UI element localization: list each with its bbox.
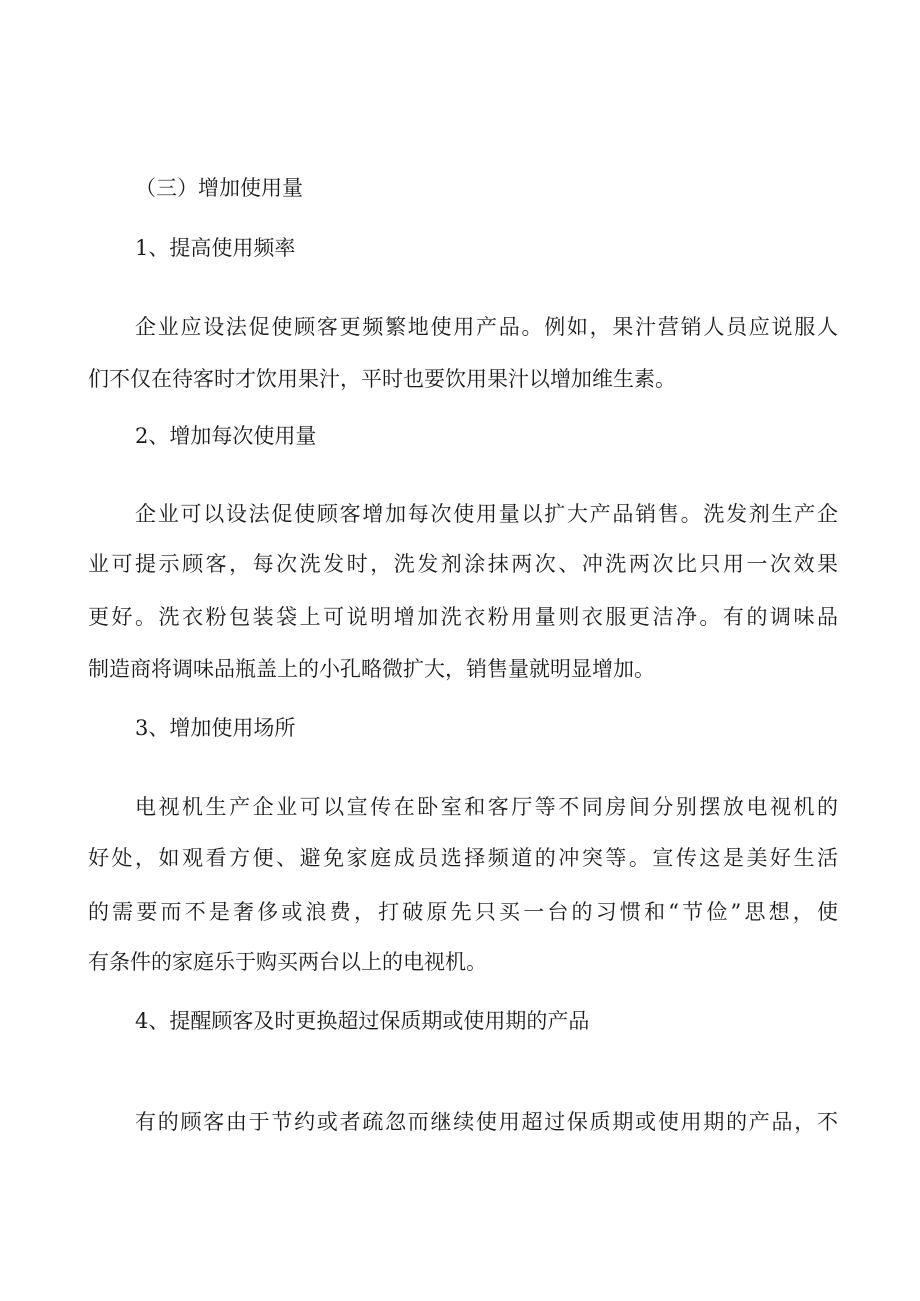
paragraph-per-use-line-1: 企业可以设法促使顾客增加每次使用量以扩大产品销售。洗发剂生产企 xyxy=(135,502,838,526)
paragraph-places-line-1: 电视机生产企业可以宣传在卧室和客厅等不同房间分别摆放电视机的 xyxy=(135,795,838,819)
paragraph-frequency-line-2: 们不仅在待客时才饮用果汁，平时也要饮用果汁以增加维生素。 xyxy=(88,367,676,391)
heading-increase-per-use: 2、增加每次使用量 xyxy=(135,424,317,448)
paragraph-frequency-line-1: 企业应设法促使顾客更频繁地使用产品。例如，果汁营销人员应说服人 xyxy=(135,315,838,339)
paragraph-places-line-2: 好处，如观看方便、避免家庭成员选择频道的冲突等。宣传这是美好生活 xyxy=(88,846,838,870)
heading-increase-places: 3、增加使用场所 xyxy=(135,716,296,740)
paragraph-per-use-line-2: 业可提示顾客，每次洗发时，洗发剂涂抹两次、冲洗两次比只用一次效果 xyxy=(88,552,838,576)
paragraph-places-line-4: 有条件的家庭乐于购买两台以上的电视机。 xyxy=(88,950,487,974)
paragraph-places-line-3: 的需要而不是奢侈或浪费，打破原先只买一台的习惯和“节俭”思想，使 xyxy=(88,900,838,924)
heading-increase-frequency: 1、提高使用频率 xyxy=(135,236,296,260)
heading-remind-replace: 4、提醒顾客及时更换超过保质期或使用期的产品 xyxy=(135,1009,590,1033)
paragraph-per-use-line-3: 更好。洗衣粉包装袋上可说明增加洗衣粉用量则衣服更洁净。有的调味品 xyxy=(88,605,838,629)
paragraph-per-use-line-4: 制造商将调味品瓶盖上的小孔略微扩大，销售量就明显增加。 xyxy=(88,657,655,681)
section-title: （三）增加使用量 xyxy=(135,176,303,200)
paragraph-replace-line-1: 有的顾客由于节约或者疏忽而继续使用超过保质期或使用期的产品，不 xyxy=(135,1110,838,1134)
